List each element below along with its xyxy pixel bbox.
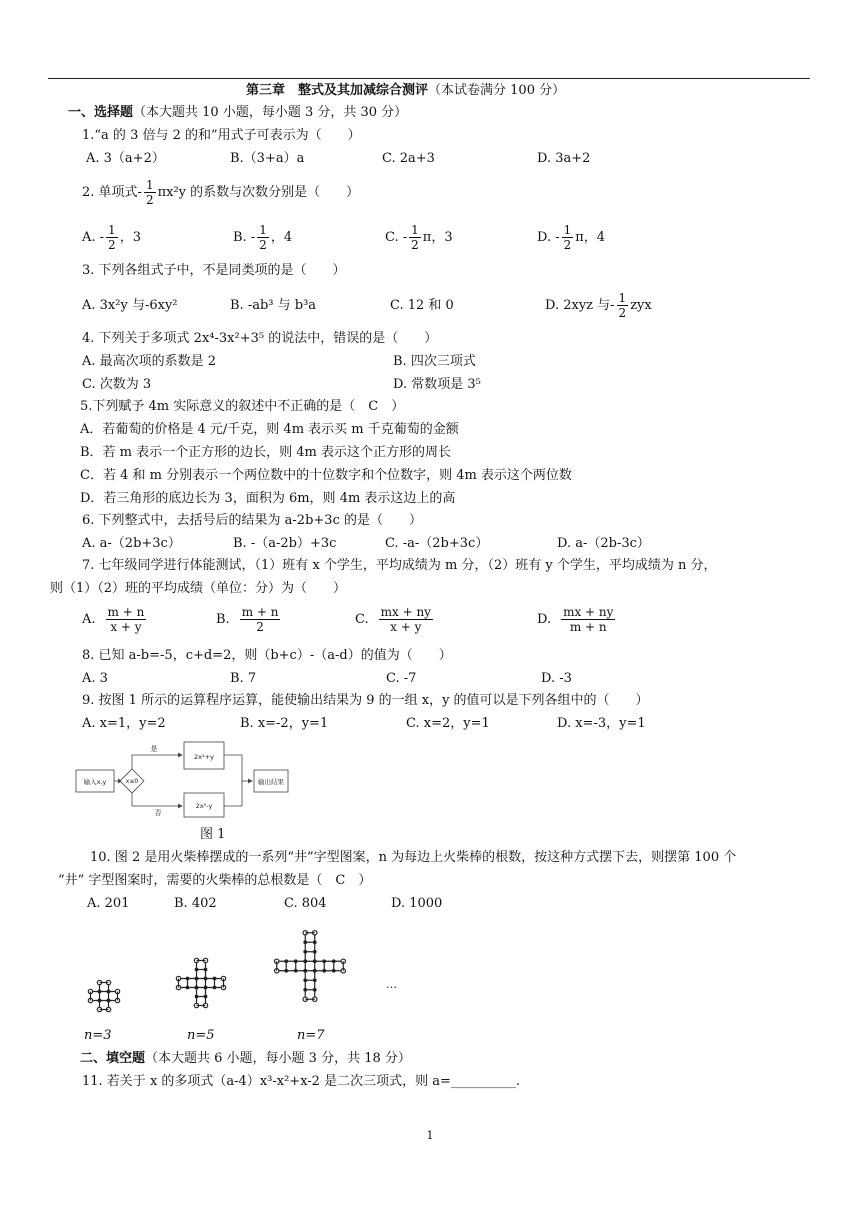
pattern-label-n5: n=5: [187, 1028, 215, 1043]
q5-option-b: B．若 m 表示一个正方形的边长，则 4m 表示这个正方形的周长: [80, 445, 452, 460]
q3-option-a: A. 3x²y 与-6xy²: [82, 298, 178, 313]
q4-stem: 4. 下列关于多项式 2x⁴-3x²+3⁵ 的说法中，错误的是（ ）: [82, 331, 438, 346]
q6-option-d: D. a-（2b-3c）: [557, 536, 650, 551]
q5-stem: 5.下列赋予 4m 实际意义的叙述中不正确的是（ C ）: [80, 399, 405, 414]
q2-stem: 2. 单项式- $\frac{1}{2}$ πx²y 的系数与次数分别是（ ）: [82, 178, 360, 207]
page-number: 1: [426, 1129, 434, 1142]
pattern-ellipsis: …: [386, 978, 397, 991]
q10-option-b: B. 402: [174, 896, 217, 911]
q8-stem: 8. 已知 a-b=-5，c+d=2，则（b+c）-（a-d）的值为（ ）: [82, 648, 452, 663]
q8-option-b: B. 7: [230, 671, 257, 686]
flow-bottom-expression: 2x²-y: [195, 802, 213, 810]
q4-option-b: B. 四次三项式: [393, 354, 476, 369]
header-rule: [48, 78, 810, 79]
q6-option-c: C. -a-（2b+3c）: [385, 536, 489, 551]
flow-no-label: 否: [154, 809, 162, 817]
q1-option-c: C. 2a+3: [382, 151, 435, 166]
pattern-n7: [275, 931, 346, 1002]
q7-option-c: C. $\frac{mx + ny}{x + y}$: [355, 605, 431, 634]
q3-option-b: B. -ab³ 与 b³a: [230, 298, 317, 313]
pattern-n5: [176, 958, 225, 1007]
q4-option-a: A. 最高次项的系数是 2: [82, 354, 217, 369]
flow-output-label: 输出结果: [258, 778, 284, 786]
q1-option-b: B.（3+a）a: [230, 151, 305, 166]
q5-option-d: D．若三角形的底边长为 3，面积为 6m，则 4m 表示这边上的高: [80, 491, 456, 506]
q10-stem-line2: “井” 字型图案时，需要的火柴棒的总根数是（ C ）: [58, 873, 372, 888]
q5-option-c: C．若 4 和 m 分别表示一个两位数中的十位数字和个位数字，则 4m 表示这个两位数: [80, 468, 572, 483]
q7-option-a: A. $\frac{m + n}{x + y}$: [82, 605, 145, 634]
pattern-label-n3: n=3: [84, 1028, 112, 1043]
q9-option-c: C. x=2，y=1: [406, 716, 490, 731]
q1-option-a: A. 3（a+2）: [86, 151, 165, 166]
q5-option-a: A．若葡萄的价格是 4 元/千克，则 4m 表示买 m 千克葡萄的金额: [80, 422, 459, 437]
q7-option-d: D. $\frac{mx + ny}{m + n}$: [537, 605, 614, 634]
q9-stem: 9. 按图 1 所示的运算程序运算，能使输出结果为 9 的一组 x，y 的值可以是下列各组中的（ ）: [82, 693, 649, 708]
q7-stem-line2: 则（1）（2）班的平均成绩（单位：分）为（ ）: [50, 581, 347, 596]
q10-option-d: D. 1000: [391, 896, 443, 911]
q11-stem: 11. 若关于 x 的多项式（a-4）x³-x²+x-2 是二次三项式，则 a=__________.: [82, 1074, 520, 1089]
q1-stem: 1.“a 的 3 倍与 2 的和”用式子可表示为（ ）: [82, 128, 361, 143]
q10-option-a: A. 201: [87, 896, 130, 911]
figure-1-caption: 图 1: [200, 827, 226, 842]
section2-heading: 二、填空题（本大题共 6 小题，每小题 3 分，共 18 分）: [80, 1051, 411, 1066]
q9-option-b: B. x=-2，y=1: [240, 716, 329, 731]
section1-heading: 一、选择题（本大题共 10 小题，每小题 3 分，共 30 分）: [68, 105, 408, 120]
q3-stem: 3. 下列各组式子中，不是同类项的是（ ）: [82, 263, 346, 278]
flow-top-expression: 2x²+y: [194, 753, 214, 761]
q2-option-a: A. - $\frac{1}{2}$ ，3: [82, 223, 141, 252]
q6-stem: 6. 下列整式中，去括号后的结果为 a-2b+3c 的是（ ）: [82, 513, 422, 528]
q10-stem-line1: 10. 图 2 是用火柴棒摆成的一系列“井”字型图案，n 为每边上火柴棒的根数，按这种方式摆下去，则摆第 100 个: [90, 850, 737, 865]
q3-option-c: C. 12 和 0: [390, 298, 454, 313]
q1-option-d: D. 3a+2: [537, 151, 591, 166]
q10-option-c: C. 804: [284, 896, 327, 911]
q7-stem-line1: 7. 七年级同学进行体能测试，（1）班有 x 个学生，平均成绩为 m 分，（2）班有 y 个学生，平均成绩为 n 分，: [82, 558, 717, 573]
pattern-label-n7: n=7: [297, 1028, 325, 1043]
q2-option-d: D. - $\frac{1}{2}$ π，4: [537, 223, 606, 252]
q4-option-d: D. 常数项是 3⁵: [393, 377, 481, 392]
page-title: 第三章 整式及其加减综合测评（本试卷满分 100 分）: [246, 83, 566, 98]
q2-option-b: B. - $\frac{1}{2}$ ，4: [233, 223, 293, 252]
pattern-n3: [88, 980, 119, 1011]
q8-option-c: C. -7: [386, 671, 417, 686]
q8-option-d: D. -3: [541, 671, 572, 686]
q6-option-a: A. a-（2b+3c）: [82, 536, 181, 551]
flow-condition-label: x≤0: [125, 778, 139, 785]
figure-1-flowchart: [70, 738, 300, 820]
q4-option-c: C. 次数为 3: [82, 377, 152, 392]
q9-option-d: D. x=-3，y=1: [557, 716, 646, 731]
q6-option-b: B. -（a-2b）+3c: [233, 536, 337, 551]
flow-yes-label: 是: [150, 745, 158, 753]
q2-fraction: $\frac{1}{2}$: [145, 178, 154, 207]
q8-option-a: A. 3: [82, 671, 108, 686]
q2-option-c: C. - $\frac{1}{2}$ π，3: [385, 223, 453, 252]
figure-2-matchsticks: [76, 918, 406, 1018]
flow-input-label: 输入x,y: [83, 778, 107, 786]
q3-option-d: D. 2xyz 与- $\frac{1}{2}$ zyx: [545, 291, 652, 320]
q9-option-a: A. x=1，y=2: [82, 716, 166, 731]
q7-option-b: B. $\frac{m + n}{2}$: [216, 605, 279, 634]
